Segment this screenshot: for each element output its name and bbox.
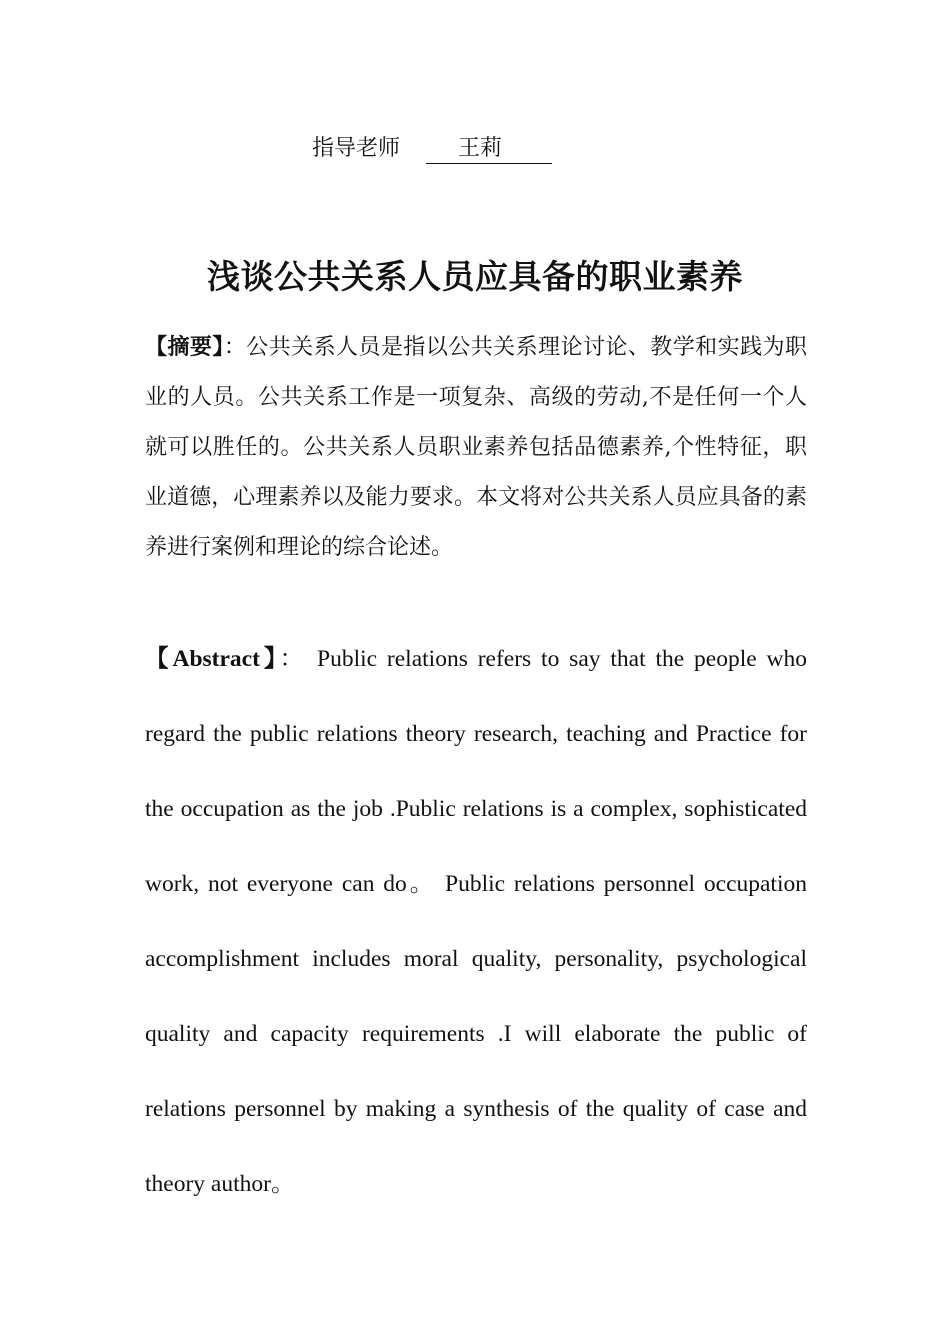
abstract-en-label-open: 【	[145, 646, 173, 672]
abstract-zh-label-open: 【	[145, 334, 168, 360]
abstract-chinese	[145, 322, 807, 573]
abstract-en-colon: ：	[279, 646, 308, 672]
abstract-en-label-close: 】	[259, 646, 280, 672]
abstract-en-label: Abstract	[172, 646, 260, 672]
abstract-english	[145, 622, 807, 1222]
advisor-label: 指导老师	[312, 136, 401, 161]
advisor-name: 王莉	[426, 135, 552, 164]
abstract-zh-body: 公共关系人员是指以公共关系理论讨论、教学和实践为职业的人员。公共关系工作是一项复杂、高级的劳动,不是任何一个人就可以胜任的。公共关系人员职业素养包括品德素养,个性特征，职业道德，心理素养以及能力要求。本文将对公共关系人员应具备的素养进行案例和理论的综合论述。	[145, 335, 807, 560]
abstract-zh-label-close: 】	[212, 334, 224, 360]
advisor-line	[312, 133, 552, 165]
document-title: 浅谈公共关系人员应具备的职业素养	[207, 257, 743, 296]
abstract-en-body: Public relations refers to say that the people who regard the public relations theory research, teaching and Practice for the occupation as the job .Public relations is a complex, sophisticated work, not everyone can do。 Public relations personnel occupation accomplishment includes moral quality, personality, psychological quality and capacity requirements .I will elaborate the public of relations personnel by making a synthesis of the quality of case and theory author。	[145, 646, 807, 1197]
abstract-zh-colon: ：	[223, 335, 247, 360]
abstract-zh-label: 摘要	[167, 334, 213, 360]
